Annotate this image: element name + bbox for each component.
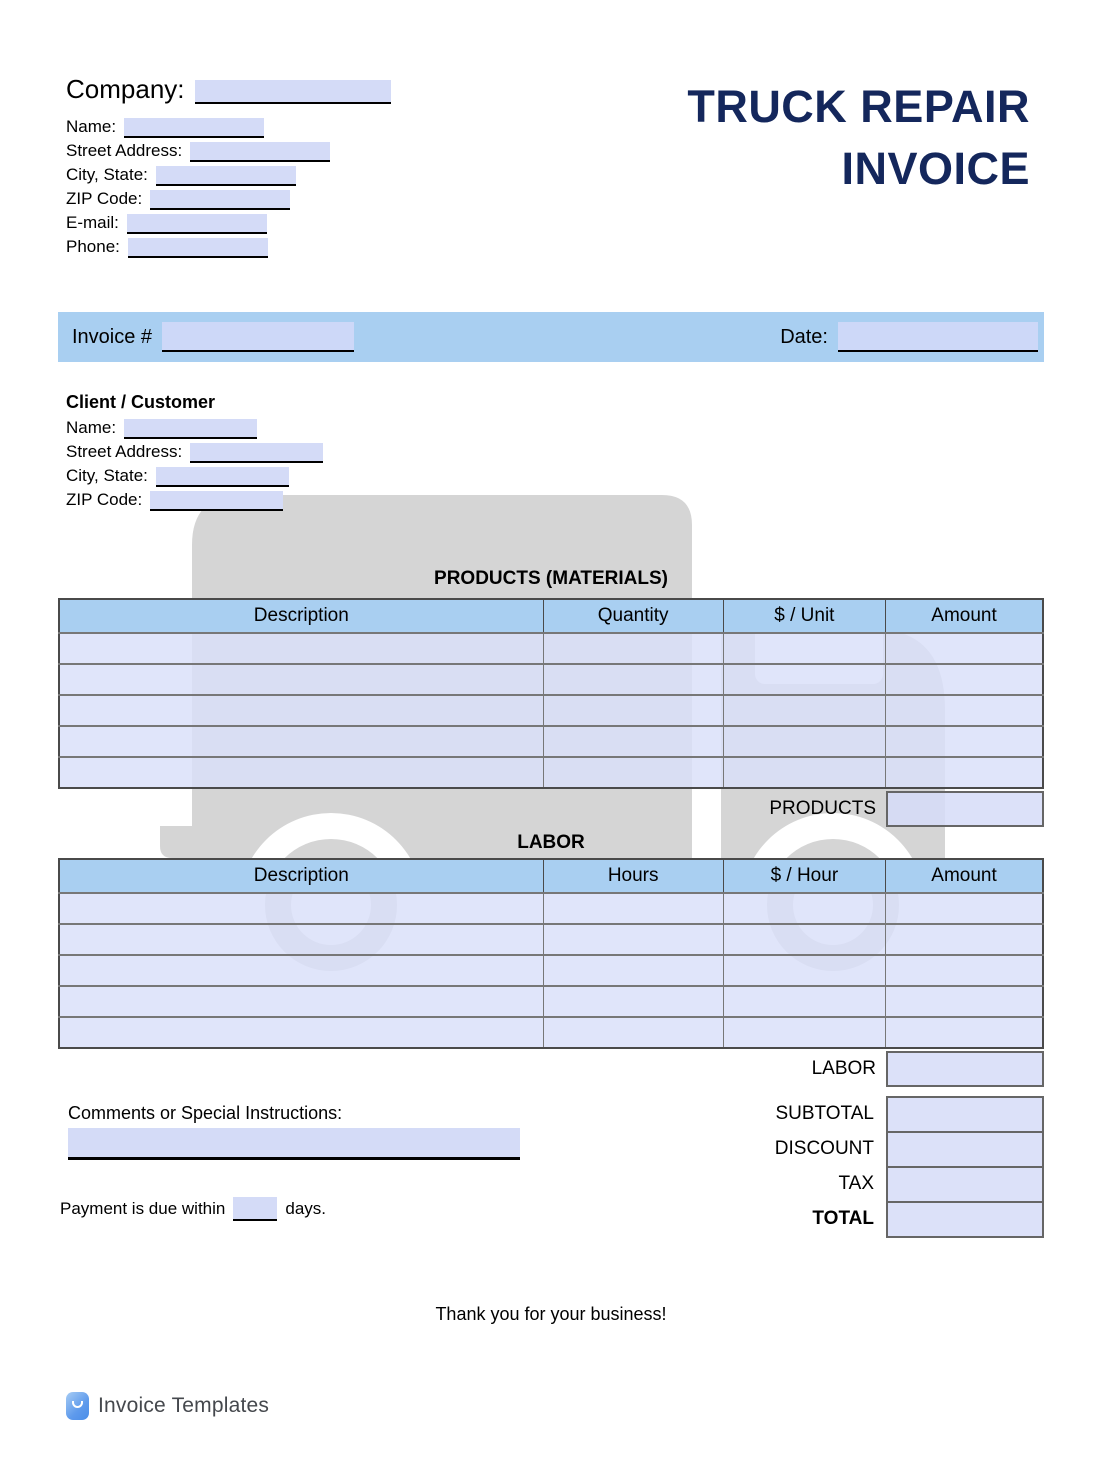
products-header-row: [59, 599, 1043, 633]
labor-col-hour-rate: $ / Hour: [723, 859, 885, 893]
labor-hours-cell[interactable]: [543, 924, 723, 955]
labor-amount-cell[interactable]: [886, 893, 1043, 924]
product-unit-price-cell[interactable]: [723, 633, 885, 664]
products-col-description: Description: [59, 599, 543, 633]
product-quantity-cell[interactable]: [543, 757, 723, 788]
products-row: [59, 695, 1043, 726]
smile-glyph: [72, 1401, 83, 1408]
invoice-number-input[interactable]: [162, 322, 354, 352]
invoice-templates-logo-icon: [66, 1392, 89, 1420]
discount-label: DISCOUNT: [774, 1137, 874, 1159]
product-description-cell[interactable]: [59, 726, 543, 757]
company-email-input[interactable]: [127, 214, 267, 234]
labor-rate-cell[interactable]: [723, 924, 885, 955]
product-unit-price-cell[interactable]: [723, 664, 885, 695]
company-street-label: Street Address:: [66, 141, 183, 160]
company-phone-label: Phone:: [66, 237, 120, 256]
subtotal-label: SUBTOTAL: [775, 1102, 874, 1124]
labor-hours-cell[interactable]: [543, 955, 723, 986]
labor-description-cell[interactable]: [59, 955, 543, 986]
comments-input[interactable]: [68, 1128, 520, 1160]
company-street-input[interactable]: [190, 142, 330, 162]
payment-suffix: days.: [285, 1199, 327, 1218]
client-zip-label: ZIP Code:: [66, 490, 143, 509]
labor-total-label: LABOR: [811, 1058, 876, 1079]
product-amount-cell[interactable]: [886, 757, 1043, 788]
product-amount-cell[interactable]: [886, 726, 1043, 757]
client-street-input[interactable]: [190, 443, 323, 463]
title-line-2: INVOICE: [841, 143, 1030, 194]
subtotal-box[interactable]: [886, 1096, 1044, 1133]
client-street-label: Street Address:: [66, 442, 183, 461]
labor-row: [59, 1017, 1043, 1048]
comments-block: [68, 1103, 520, 1160]
product-description-cell[interactable]: [59, 757, 543, 788]
date-label: Date:: [780, 325, 828, 348]
labor-col-hours: Hours: [543, 859, 723, 893]
products-total-row: [560, 791, 1044, 827]
product-amount-cell[interactable]: [886, 695, 1043, 726]
brand-name: Invoice Templates: [98, 1394, 270, 1417]
invoice-number-label: Invoice #: [72, 325, 153, 348]
labor-rate-cell[interactable]: [723, 955, 885, 986]
company-name-input[interactable]: [124, 118, 264, 138]
company-zip-input[interactable]: [150, 190, 290, 210]
labor-amount-cell[interactable]: [886, 955, 1043, 986]
labor-total-row: [560, 1051, 1044, 1087]
products-col-quantity: Quantity: [543, 599, 723, 633]
company-city-state-label: City, State:: [66, 165, 148, 184]
products-total-label: PRODUCTS: [769, 798, 876, 819]
company-zip-label: ZIP Code:: [66, 189, 143, 208]
product-quantity-cell[interactable]: [543, 633, 723, 664]
labor-hours-cell[interactable]: [543, 893, 723, 924]
labor-amount-cell[interactable]: [886, 986, 1043, 1017]
total-row: [560, 1201, 1044, 1236]
discount-row: [560, 1131, 1044, 1166]
labor-row: [59, 986, 1043, 1017]
tax-label: TAX: [838, 1172, 874, 1194]
labor-amount-cell[interactable]: [886, 924, 1043, 955]
product-amount-cell[interactable]: [886, 664, 1043, 695]
labor-hours-cell[interactable]: [543, 986, 723, 1017]
client-city-state-label: City, State:: [66, 466, 148, 485]
discount-box[interactable]: [886, 1131, 1044, 1168]
client-zip-input[interactable]: [150, 491, 283, 511]
product-quantity-cell[interactable]: [543, 695, 723, 726]
products-table: [58, 598, 1044, 789]
total-box[interactable]: [886, 1201, 1044, 1238]
labor-row: [59, 924, 1043, 955]
labor-rate-cell[interactable]: [723, 893, 885, 924]
payment-terms-line: [60, 1197, 326, 1221]
brand-footer: [66, 1392, 269, 1420]
date-input[interactable]: [838, 322, 1038, 352]
company-email-label: E-mail:: [66, 213, 119, 232]
products-col-amount: Amount: [886, 599, 1043, 633]
product-amount-cell[interactable]: [886, 633, 1043, 664]
product-quantity-cell[interactable]: [543, 726, 723, 757]
payment-prefix: Payment is due within: [60, 1199, 226, 1218]
labor-rate-cell[interactable]: [723, 1017, 885, 1048]
product-quantity-cell[interactable]: [543, 664, 723, 695]
labor-rate-cell[interactable]: [723, 986, 885, 1017]
products-col-unit-price: $ / Unit: [723, 599, 885, 633]
products-row: [59, 664, 1043, 695]
labor-col-amount: Amount: [886, 859, 1043, 893]
client-name-input[interactable]: [124, 419, 257, 439]
product-unit-price-cell[interactable]: [723, 726, 885, 757]
client-name-label: Name:: [66, 418, 117, 437]
product-description-cell[interactable]: [59, 633, 543, 664]
labor-row: [59, 955, 1043, 986]
product-description-cell[interactable]: [59, 695, 543, 726]
client-city-state-input[interactable]: [156, 467, 289, 487]
document-title: [470, 76, 1030, 200]
labor-description-cell[interactable]: [59, 986, 543, 1017]
product-unit-price-cell[interactable]: [723, 695, 885, 726]
client-heading: Client / Customer: [66, 392, 216, 412]
subtotal-row: [560, 1096, 1044, 1131]
products-section-title: PRODUCTS (MATERIALS): [434, 568, 668, 589]
labor-col-description: Description: [59, 859, 543, 893]
products-row: [59, 757, 1043, 788]
labor-table: [58, 858, 1044, 1049]
labor-header-row: [59, 859, 1043, 893]
labor-row: [59, 893, 1043, 924]
company-name-label: Name:: [66, 117, 117, 136]
tax-row: [560, 1166, 1044, 1201]
company-city-state-input[interactable]: [156, 166, 296, 186]
thank-you-message: Thank you for your business!: [435, 1304, 667, 1324]
products-row: [59, 633, 1043, 664]
title-line-1: TRUCK REPAIR: [687, 81, 1030, 132]
company-input[interactable]: [195, 80, 391, 104]
product-description-cell[interactable]: [59, 664, 543, 695]
labor-description-cell[interactable]: [59, 1017, 543, 1048]
company-phone-input[interactable]: [128, 238, 268, 258]
totals-stack: [560, 1096, 1044, 1236]
labor-description-cell[interactable]: [59, 924, 543, 955]
invoice-banner: [58, 312, 1044, 362]
labor-section-title: LABOR: [517, 832, 585, 853]
labor-description-cell[interactable]: [59, 893, 543, 924]
comments-label: Comments or Special Instructions:: [68, 1103, 343, 1123]
labor-total-box[interactable]: [886, 1051, 1044, 1087]
payment-days-input[interactable]: [233, 1197, 277, 1221]
labor-hours-cell[interactable]: [543, 1017, 723, 1048]
products-total-box[interactable]: [886, 791, 1044, 827]
total-label: TOTAL: [812, 1207, 874, 1229]
client-info-block: [66, 392, 323, 511]
products-row: [59, 726, 1043, 757]
labor-amount-cell[interactable]: [886, 1017, 1043, 1048]
company-info-block: [66, 74, 391, 258]
company-label: Company:: [66, 74, 185, 104]
tax-box[interactable]: [886, 1166, 1044, 1203]
product-unit-price-cell[interactable]: [723, 757, 885, 788]
